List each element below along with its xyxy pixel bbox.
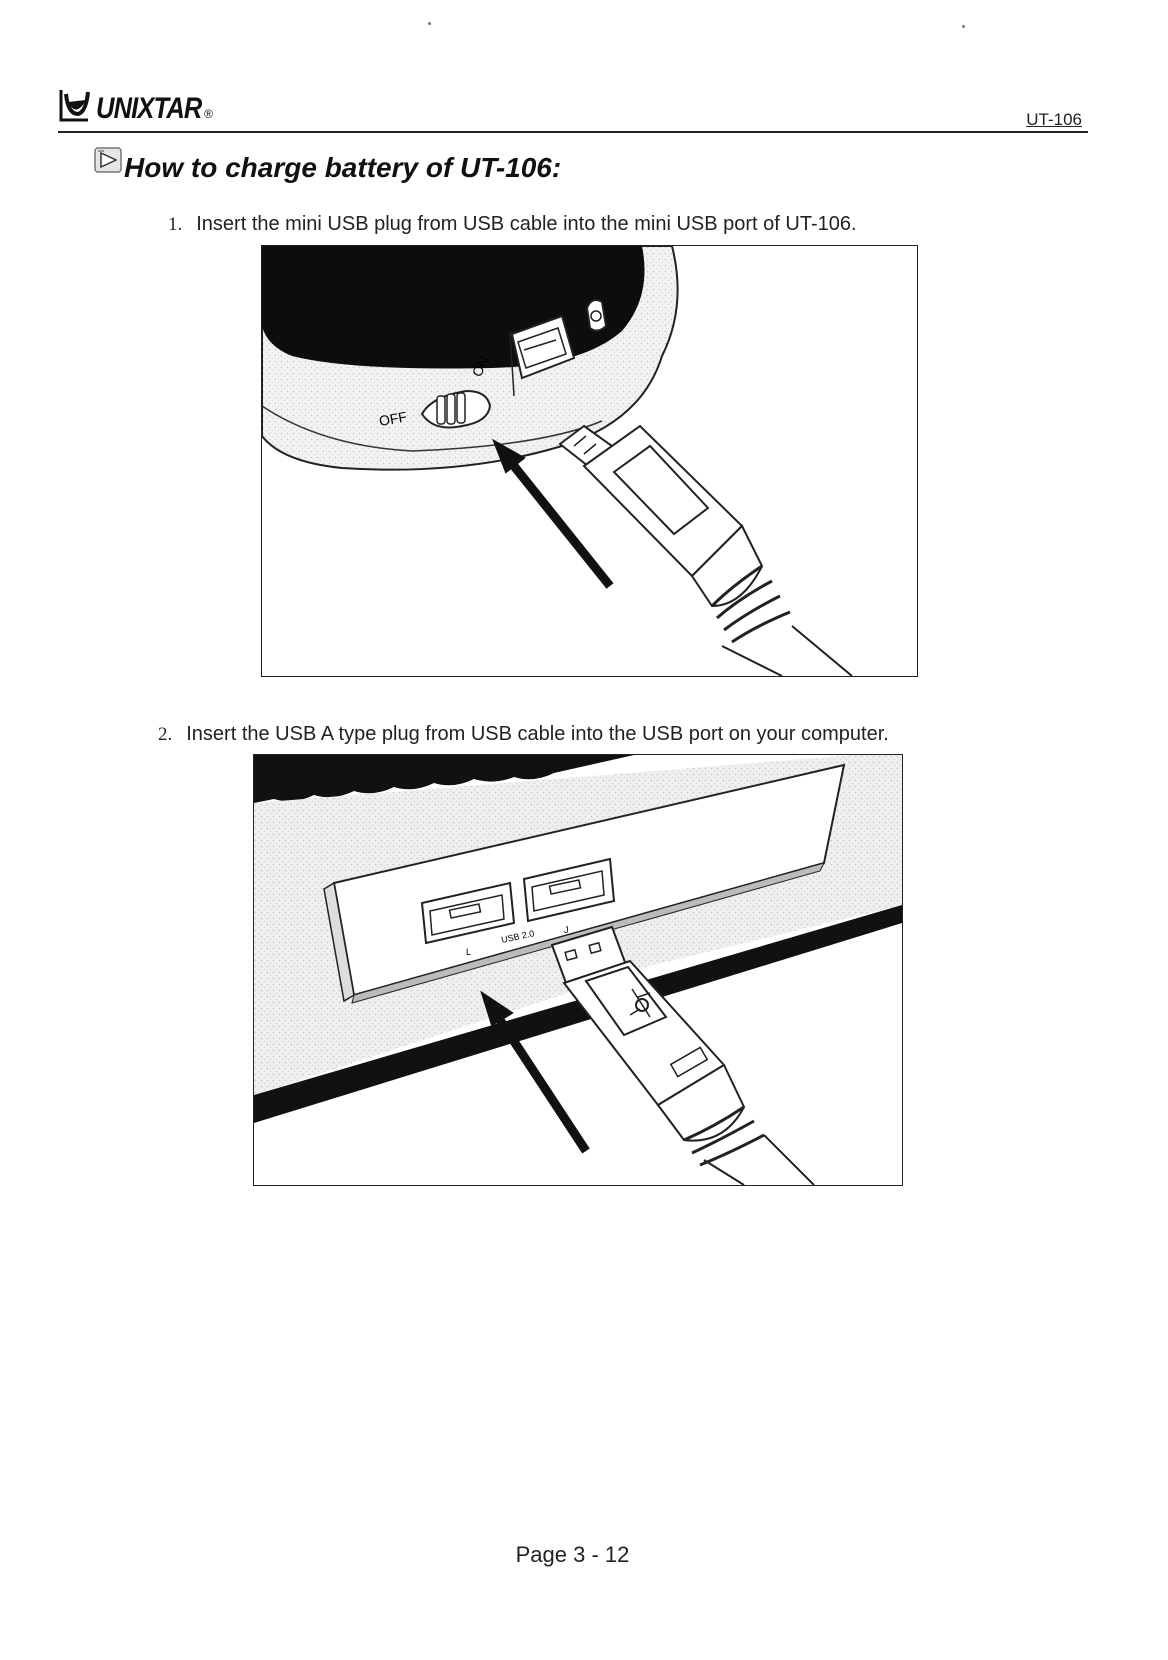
step-number: 2.: [158, 724, 173, 745]
figure-usb-a-connection: [253, 754, 903, 1186]
step-number: 1.: [168, 214, 183, 235]
switch-off-label: OFF: [377, 408, 409, 429]
step-1: [168, 213, 857, 236]
brand-logo: [58, 78, 213, 124]
step-text: Insert the mini USB plug from USB cable into the mini USB port of UT-106.: [196, 213, 857, 235]
unixtar-logo-icon: [58, 84, 92, 124]
usb-a-plug: [552, 927, 814, 1185]
arrow-bullet-icon: [94, 147, 124, 175]
header-divider: [58, 131, 1088, 133]
registered-mark: ®: [204, 107, 213, 121]
usb-label: USB 2.0: [500, 928, 536, 945]
section-heading: How to charge battery of UT-106:: [124, 152, 562, 183]
model-reference: UT-106: [1026, 110, 1082, 129]
port-left-mark: L: [466, 947, 472, 957]
scan-speck: [962, 25, 965, 28]
mini-usb-illustration: [262, 246, 917, 676]
port-right-mark: J: [564, 925, 569, 935]
mini-usb-plug: [560, 426, 852, 676]
brand-name: UNIXTAR: [96, 92, 202, 125]
step-text: Insert the USB A type plug from USB cable into the USB port on your computer.: [186, 723, 889, 745]
step-2: [158, 723, 889, 746]
switch-on-label: ON: [468, 353, 493, 380]
figure-mini-usb-connection: [261, 245, 918, 677]
usb-a-illustration: [254, 755, 902, 1185]
scan-speck: [428, 22, 431, 25]
page-number: Page 3 - 12: [515, 1542, 630, 1567]
